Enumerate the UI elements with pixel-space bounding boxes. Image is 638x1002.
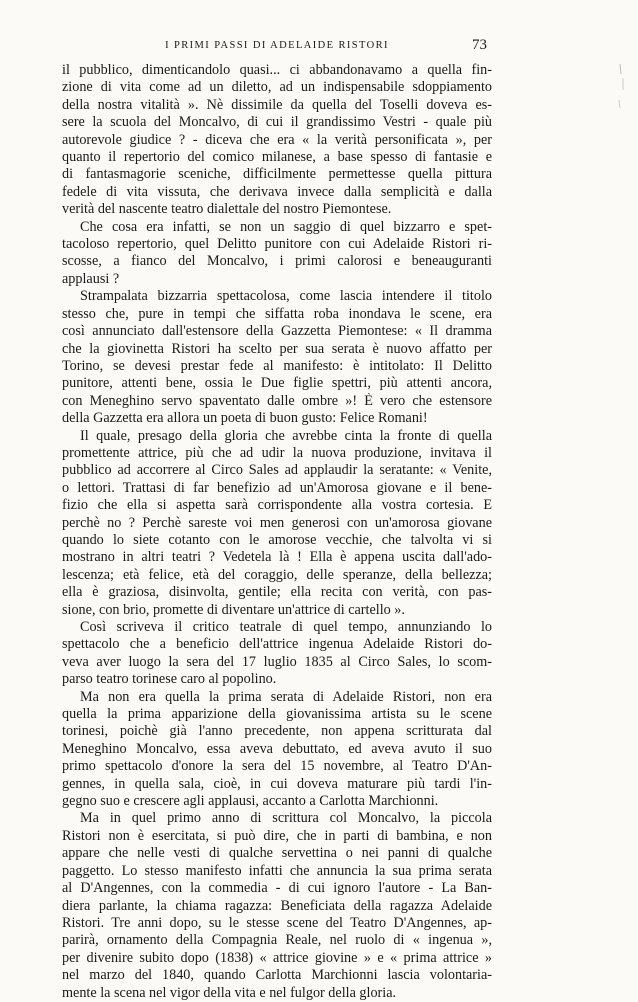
text-line: con Meneghino servo spaventato dalle ombre »! È vero che estensore <box>62 392 492 409</box>
text-line: fizio che ella si aspetta sarà corrispondente alla vostra cortesia. E <box>62 497 492 514</box>
text-line: di fantasmagorie sceniche, difficilmente permettesse quella pittura <box>62 166 492 183</box>
text-line: Ristori. Tre anni dopo, su le stesse scene del Teatro D'Angennes, ap- <box>62 914 492 931</box>
text-line: Così scriveva il critico teatrale di quel tempo, annunziando lo <box>80 619 492 635</box>
text-line: tacoloso repertorio, quel Delitto punitore con cui Adelaide Ristori ri- <box>62 236 492 253</box>
text-line: scosse, a fianco del Moncalvo, i primi calorosi e beneauguranti <box>62 253 492 270</box>
text-line: veva aver luogo la sera del 17 luglio 1835 al Circo Sales, lo scom- <box>62 653 492 670</box>
text-line: per divenire subito dopo (1838) « attrice giovine » e « prima attrice » <box>62 949 492 966</box>
text-line: Meneghino Moncalvo, essa aveva debuttato, ed aveva avuto il suo <box>62 740 492 757</box>
text-line: zione di vita come ad un diletto, ad un indispensabile sdoppiamento <box>62 79 492 96</box>
text-line: torinesi, poichè già l'anno precedente, non appena scritturata dal <box>62 723 492 740</box>
text-line: gegno suo e crescere agli applausi, accanto a Carlotta Marchionni. <box>62 793 439 810</box>
text-line: che la giovinetta Ristori ha scelto per sua serata è nuovo affatto per <box>62 340 492 357</box>
text-line: o lettori. Trattasi di far benefizio ad un'Amorosa giovane e il bene- <box>62 479 492 496</box>
page-number: 73 <box>472 37 487 53</box>
text-line: fedele di vita vissuta, che derivava invece dalla semplicità e dalla <box>62 183 492 200</box>
text-line: perchè no ? Perchè sareste voi men generosi con un'amorosa giovane <box>62 514 492 531</box>
text-line: autorevole giudice ? - diceva che era « la verità personificata », per <box>62 131 492 148</box>
text-line: Torino, se devesi prestar fede al manifesto: è intitolato: Il Delitto <box>62 357 492 374</box>
text-line: il pubblico, dimenticandolo quasi... ci abbandonavamo a quella fin- <box>62 62 492 78</box>
text-line: sione, con brio, promette di diventare un'attrice di cartello ». <box>62 601 405 618</box>
text-line: quanto il repertorio del comico milanese, a base spesso di fantasie e <box>62 149 492 166</box>
text-line: Che cosa era infatti, se non un saggio di quel bizzarro e spet- <box>80 218 492 235</box>
margin-marks <box>600 60 630 140</box>
text-line: Il quale, presago della gloria che avrebbe cinta la fronte di quella <box>80 427 492 444</box>
text-line: appare che nelle vesti di qualche servettina o nei panni di qualche <box>62 845 492 862</box>
text-line: applausi ? <box>62 270 120 287</box>
text-line: spettacolo che a beneficio dell'attrice ingenua Adelaide Ristori do- <box>62 636 492 653</box>
text-line: gennes, in quella sala, cioè, in cui doveva maturare più tardi l'in- <box>62 775 492 792</box>
text-line: della nostra vitalità ». Nè dissimile da quella del Toselli doveva es- <box>62 96 492 113</box>
text-line: Ma in quel primo anno di scrittura col Moncalvo, la piccola <box>80 810 492 827</box>
text-line: primo spettacolo d'onore la sera del 15 novembre, al Teatro D'An- <box>62 758 492 775</box>
text-line: parirà, ornamento della Compagnia Reale, nel ruolo di « ingenua », <box>62 932 492 949</box>
running-head: I PRIMI PASSI DI ADELAIDE RISTORI <box>165 40 389 51</box>
text-line: punitore, attenti bene, ossia le Due figlie spettri, più attenti ancora, <box>62 375 492 392</box>
text-line: al D'Angennes, con la commedia - di cui ignoro l'autore - La Ban- <box>62 880 492 897</box>
text-line: Ma non era quella la prima serata di Adelaide Ristori, non era <box>80 688 492 705</box>
text-line: mente la scena nel vigor della vita e nel fulgor della gloria. <box>62 984 397 1001</box>
text-line: Strampalata bizzarria spettacolosa, come lascia intendere il titolo <box>80 288 492 305</box>
text-line: lescenza; età felice, età del coraggio, delle speranze, della bellezza; <box>62 566 492 583</box>
text-line: stesso che, pure in tempi che siffatta roba inondava le scene, era <box>62 305 492 322</box>
text-line: quando lo siete cotanto con le amorose vecchie, che talvolta vi si <box>62 531 492 548</box>
text-line: quella la prima apparizione della giovanissima artista su le scene <box>62 706 492 723</box>
text-line: promettente attrice, più che ad udir la nuova produzione, invitava il <box>62 444 492 461</box>
text-line: ella è graziosa, disinvolta, gentile; ella recita con verità, con pas- <box>62 584 492 601</box>
text-line: mostrano in altri teatri ? Vedetela là ! Ella è appena uscita dall'ado- <box>62 549 492 566</box>
text-line: diera parlante, la chiama ragazza: Beneficiata della ragazza Adelaide <box>62 897 492 914</box>
text-line: nel marzo del 1840, quando Carlotta Marchionni lascia volontaria- <box>62 967 492 984</box>
text-line: parso teatro torinese caro al popolino. <box>62 671 277 688</box>
text-line: sere la scuola del Moncalvo, di cui il grandissimo Vestri - quale più <box>62 114 492 131</box>
text-line: della Gazzetta era allora un poeta di buon gusto: Felice Romani! <box>62 410 428 427</box>
text-line: così annunciato dall'estensore della Gazzetta Piemontese: « Il dramma <box>62 323 492 340</box>
text-line: Ristori non è esercitata, si può dire, che in parti di bambina, e non <box>62 827 492 844</box>
text-line: verità del nascente teatro dialettale del nostro Piemontese. <box>62 201 392 218</box>
text-line: paggetto. Lo stesso manifesto infatti che annuncia la sua prima serata <box>62 862 492 879</box>
text-line: pubblico ad accorrere al Circo Sales ad applaudir la seratante: « Venite, <box>62 462 492 479</box>
body-text <box>62 62 492 1002</box>
